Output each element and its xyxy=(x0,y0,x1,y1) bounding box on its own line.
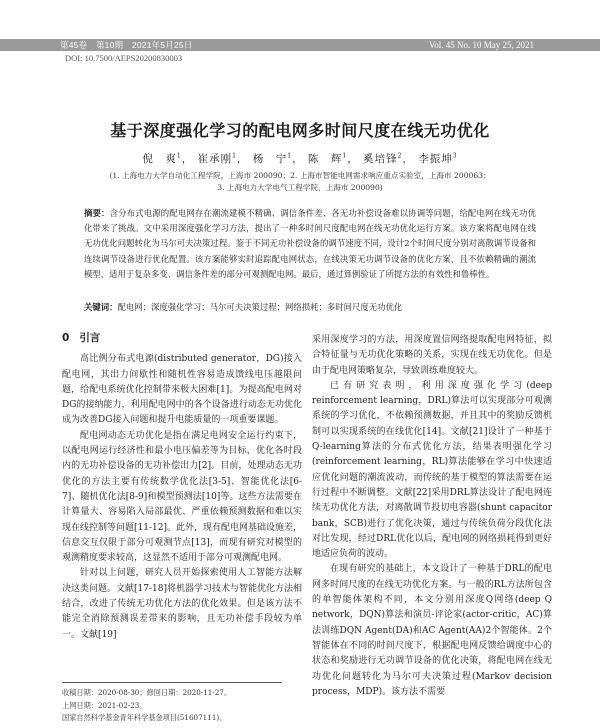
paragraph: 针对以上问题，研究人员开始探索使用人工智能方法解决这类问题。文献[17-18]将机器学习技术与智能优化方法相结合，改进了传统无功优化方法的优化效果。但是该方法不能完全消除预测误差带来的影响，且无功补偿手段较为单一。文献[19] xyxy=(62,568,302,640)
keywords xyxy=(84,300,536,314)
author: 李振坤$^3$ xyxy=(418,152,458,165)
keywords-label: 关键词： xyxy=(84,302,118,312)
footnote-received: 收稿日期：2020-08-30；修回日期：2020-11-27。 xyxy=(62,688,232,697)
abstract-label: 摘要： xyxy=(84,208,110,218)
keywords-text: 配电网；深度强化学习；马尔可夫决策过程；网络损耗；多时间尺度无功优化 xyxy=(117,302,403,312)
paragraph: 采用深度学习的方法，用深度置信网络提取配电网特征，拟合特征量与无功优化策略的关系，实现在线无功优化。但是由于配电网策略复杂，导致训练难度较大。 xyxy=(312,335,552,376)
doi[interactable]: DOI: 10.7500/AEPS20200830003 xyxy=(65,53,183,63)
journal-volume-cn: 第45卷 第10期 2021年5月25日 xyxy=(60,40,193,50)
affiliation-line: (1. 上海电力大学自动化工程学院，上海市 200090；2. 上海市智能电网需求响应重点实验室，上海市 200063； xyxy=(109,171,491,180)
left-column xyxy=(62,325,302,643)
affiliation-line: 3. 上海电力大学电气工程学院，上海市 200090) xyxy=(217,183,383,192)
footnote-online: 上网日期：2021-02-23。 xyxy=(62,700,147,710)
journal-volume-en: Vol. 45 No. 10 May 25, 2021 xyxy=(428,40,534,50)
abstract xyxy=(84,206,536,282)
author: 陈 辉$^1$ xyxy=(307,152,348,165)
paragraph: 配电网动态无功优化是指在满足电网安全运行约束下，以配电网运行经济性和最小电压偏差等为目标，优化各时段内的无功补偿设备的无功补偿出力[2]。目前，处理动态无功优化的方法主要有传统数学优化法[3-5]、智能优化法[6-7]、随机优化法[8-9]和模型预测法[10]等。这些方法需要在计算量大、容易陷入局部最优、严重依赖预测数据和难以实现在线控制等问题[11-12]。此外，现有配电网基础设施差，信息交互仅限于部分可观测节点[13]，而现有研究对模型的观测精度要求较高，这显然不适用于部分可观测配电网。 xyxy=(62,430,302,564)
paragraph: 已有研究表明，利用深度强化学习(deep reinforcement learning，DRL)算法可以实现部分可观测系统的学习优化，不依赖预测数据，并且其中的奖励反馈机制可以实现系统的在线优化[14]。文献[21]设计了一种基于Q-learning算法的分布式优化方法，结果表明强化学习(reinforcement learning，RL)算法能够在学习中快速适应优化问题的潮流波动，而传统的基于模型的算法需要在运行过程中不断调整。文献[22]采用DRL算法设计了配电网连续无功优化方法，对离散调节投切电容器(shunt capacitor bank，SCB)进行了优化决策，通过与传统负荷分段优化法对比发现，经过DRL优化以后，配电网的网络损耗得到更好地适应负荷的波动。 xyxy=(312,380,552,560)
abstract-text: 含分布式电源的配电网存在潮流建模不精确、调信条件差、各无功补偿设备难以协调等问题，给配电网在线无功优化带来了挑战。文中采用深度强化学习方法，提出了一种多时间尺度配电网在线无功优化运行方案。该方案将配电网在线无功优化问题转化为马尔可夫决策过程。鉴于不同无功补偿设备的调节速度不同，设计2个时间尺度分别对离散调节设备和连续调节设备进行优化配置。该方案能够实时追踪配电网状态，在线决策无功调节设备的优化方案，且不依赖精确的潮流模型，适用于复杂多变、调信条件差的部分可观测配电网。最后，通过算例验证了所提方法的有效性和鲁棒性。 xyxy=(84,208,536,279)
author: 杨 宁$^1$ xyxy=(252,152,293,165)
author: 奚培锋$^2$ xyxy=(363,152,403,165)
footnotes xyxy=(62,687,302,725)
footnote-divider xyxy=(62,682,282,683)
paper-title: 基于深度强化学习的配电网多时间尺度在线无功优化 xyxy=(110,121,490,140)
author: 倪 爽$^1$ xyxy=(142,152,182,165)
author-list: 倪 爽$^1$， 崔承刚$^1$， 杨 宁$^1$， 陈 辉$^1$， 奚培锋$^2$， 李振坤$^3$ xyxy=(142,152,458,165)
footnote-fund: 国家自然科学基金青年科学基金项目(51607111)。 xyxy=(62,713,227,722)
section-heading: 0 引言 xyxy=(62,332,101,344)
affiliations xyxy=(0,170,600,194)
author: 崔承刚$^1$ xyxy=(197,152,237,165)
paragraph: 高比例分布式电源(distributed generator，DG)接入配电网，其出力间歇性和随机性容易造成馈线电压越限问题，给配电系统优化控制带来极大困难[1]。为提高配电网对DG的接纳能力，利用配电网中的各个设备进行动态无功优化成为改善DG接入问题和提升电能质量的一项重要课题。 xyxy=(62,354,302,426)
right-column xyxy=(312,333,552,700)
paragraph: 在现有研究的基础上，本文设计了一种基于DRL的配电网多时间尺度的在线无功优化方案。与一般的RL方法所包含的单智能体架构不同，本文分别用深度Q网络(deep Q network，DQN)算法和演员-评论家(actor-critic，AC)算法训练DQN Agent(DA)和AC Agent(AA)2个智能体。2个智能体在不同的时间尺度下，根据配电网反馈给调度中心的状态和奖励进行无功调节设备的优化决策，将配电网在线无功优化问题转化为马尔可夫决策过程(Markov decision process，MDP)。该方法不需要 xyxy=(312,564,552,697)
